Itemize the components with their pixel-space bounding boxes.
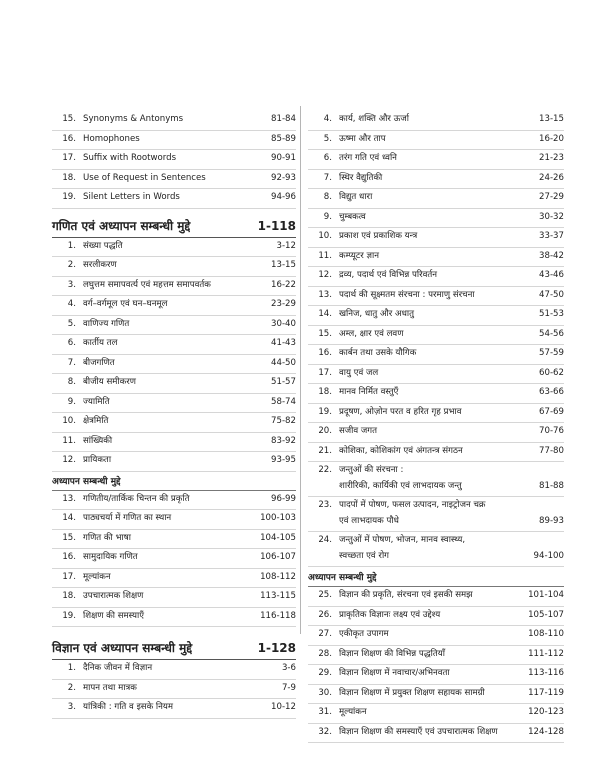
toc-entry-number: 18.	[62, 172, 76, 183]
toc-entry	[308, 306, 564, 326]
toc-entry-pages: 63-66	[539, 387, 564, 397]
toc-entry-label	[52, 171, 267, 187]
toc-entry-pages: 51-57	[271, 377, 296, 387]
toc-entry-label	[52, 317, 267, 333]
toc-entry-label	[52, 375, 267, 391]
toc-entry-number: 8.	[67, 377, 76, 387]
toc-entry-number: 19.	[62, 610, 76, 621]
toc-entry	[52, 150, 296, 170]
toc-entry-label	[52, 531, 256, 547]
math-entries-list	[52, 238, 296, 472]
toc-entry-number: 10.	[62, 416, 76, 426]
toc-entry-pages: 90-91	[271, 153, 296, 163]
toc-entry-title: कोशिका, कोशिकांग एवं अंगतन्त्र संगठन	[339, 445, 463, 456]
toc-entry-label	[308, 132, 535, 148]
toc-entry-number: 11.	[62, 435, 76, 446]
toc-entry-title: बीजीय समीकरण	[83, 377, 136, 387]
toc-entry-title: प्राकृतिक विज्ञानः लक्ष्य एवं उद्देश्य	[339, 609, 441, 620]
toc-entry-pages: 24-26	[539, 172, 564, 183]
toc-entry	[308, 665, 564, 685]
toc-entry	[308, 326, 564, 346]
math-section-pages: 1-118	[257, 218, 296, 233]
toc-entry	[52, 189, 296, 209]
toc-entry-title: विज्ञान शिक्षण में नवाचार/अभिनवता	[339, 668, 450, 678]
toc-entry-pages: 27-29	[539, 192, 564, 202]
toc-entry	[52, 355, 296, 375]
toc-entry	[308, 267, 564, 287]
toc-entry-label	[52, 278, 267, 294]
toc-entry-label	[52, 414, 267, 430]
toc-entry-label	[52, 190, 267, 206]
toc-entry-pages: 30-32	[539, 211, 564, 222]
toc-entry-number: 18.	[318, 387, 332, 397]
toc-entry-pages: 33-37	[539, 231, 564, 241]
toc-entry-number: 24.	[318, 535, 332, 545]
toc-entry-title: जन्तुओं में पोषण, भोजन, मानव स्वास्थ्य, स्वच्छता एवं रोग	[339, 535, 466, 561]
toc-entry-label	[308, 498, 535, 529]
toc-entry-title: मूल्यांकन	[83, 571, 111, 582]
toc-entry-label	[308, 686, 524, 702]
toc-entry	[308, 704, 564, 724]
toc-entry	[52, 452, 296, 472]
toc-entry-title: सजीव जगत	[339, 426, 378, 436]
math-teaching-entries-list	[52, 491, 296, 628]
toc-entry	[52, 316, 296, 336]
toc-entry	[52, 510, 296, 530]
toc-entry-label	[52, 239, 272, 255]
toc-entry-label	[52, 434, 267, 450]
toc-entry-number: 17.	[62, 153, 76, 163]
toc-entry	[308, 384, 564, 404]
toc-entry-number: 5.	[67, 318, 76, 329]
toc-entry-title: विज्ञान की प्रकृति, संरचना एवं इसकी समझ	[339, 590, 473, 600]
science-entries-continued-list	[308, 111, 564, 567]
toc-entry-label	[308, 405, 535, 421]
toc-entry	[308, 170, 564, 190]
toc-entry-label	[52, 297, 267, 313]
toc-entry	[52, 394, 296, 414]
toc-entry-number: 16.	[62, 133, 76, 144]
toc-entry-pages: 47-50	[539, 289, 564, 300]
toc-entry	[52, 680, 296, 700]
toc-entry	[52, 257, 296, 277]
toc-entry-pages: 108-112	[260, 571, 296, 582]
toc-entry-label	[308, 725, 524, 741]
toc-entry-pages: 124-128	[528, 726, 564, 737]
toc-entry-title: प्रायिकता	[83, 455, 112, 465]
toc-entry-pages: 77-80	[539, 445, 564, 456]
toc-entry-pages: 111-112	[528, 648, 564, 659]
toc-entry-number: 13.	[62, 493, 76, 504]
toc-entry-label	[52, 550, 256, 566]
toc-entry	[308, 150, 564, 170]
toc-entry-pages: 13-15	[539, 114, 564, 124]
toc-entry-label	[308, 288, 535, 304]
toc-entry-pages: 113-115	[260, 591, 296, 601]
toc-entry-title: Silent Letters in Words	[83, 192, 180, 202]
toc-entry-title: संख्या पद्धति	[83, 240, 123, 251]
toc-entry	[308, 111, 564, 131]
toc-entry-number: 5.	[323, 133, 332, 144]
toc-entry-label	[52, 151, 267, 167]
toc-entry-pages: 16-20	[539, 133, 564, 144]
toc-entry-number: 16.	[62, 552, 76, 562]
toc-entry-title: मूल्यांकन	[339, 707, 367, 717]
toc-entry	[52, 569, 296, 589]
toc-entry-number: 7.	[323, 172, 332, 183]
toc-entry	[52, 277, 296, 297]
toc-entry-pages: 96-99	[271, 493, 296, 504]
toc-entry-number: 15.	[318, 328, 332, 339]
toc-entry-label	[52, 589, 256, 605]
toc-entry-title: बीजगणित	[83, 357, 115, 368]
toc-entry-title: Suffix with Rootwords	[83, 153, 177, 163]
toc-entry-number: 19.	[318, 406, 332, 417]
toc-entry-label	[52, 132, 267, 148]
toc-entry-pages: 93-95	[271, 455, 296, 465]
toc-entry-pages: 58-74	[271, 396, 296, 407]
science-entries-list	[52, 660, 296, 719]
toc-entry-number: 9.	[67, 396, 76, 407]
toc-entry-pages: 81-88	[539, 480, 564, 491]
toc-entry-title: विज्ञान शिक्षण में प्रयुक्त शिक्षण सहायक सामग्री	[339, 687, 485, 698]
toc-entry	[52, 111, 296, 131]
toc-entry	[52, 660, 296, 680]
toc-entry-label	[308, 151, 535, 167]
toc-entry-number: 17.	[62, 571, 76, 582]
toc-entry-title: विद्युत धारा	[339, 192, 373, 202]
toc-entry-title: अम्ल, क्षार एवं लवण	[339, 328, 404, 339]
toc-entry	[308, 607, 564, 627]
toc-entry-number: 4.	[67, 299, 76, 309]
toc-entry-title: शिक्षण की समस्याएँ	[83, 610, 144, 621]
toc-entry-pages: 60-62	[539, 367, 564, 378]
toc-entry-number: 27.	[318, 629, 332, 639]
toc-entry	[308, 626, 564, 646]
toc-entry-pages: 43-46	[539, 270, 564, 280]
toc-entry	[52, 549, 296, 569]
toc-entry-pages: 41-43	[271, 338, 296, 348]
toc-entry-title: वाणिज्य गणित	[83, 318, 130, 329]
toc-entry-title: क्षेत्रमिति	[83, 416, 109, 426]
toc-entry-title: प्रदूषण, ओज़ोन परत व हरित गृह प्रभाव	[339, 406, 462, 417]
toc-entry	[308, 497, 564, 532]
toc-entry-title: Homophones	[83, 133, 140, 144]
toc-entry-number: 2.	[67, 260, 76, 270]
toc-entry-title: पादपों में पोषण, फसल उत्पादन, नाइट्रोजन चक्र एवं लाभदायक पौधे	[339, 500, 486, 526]
toc-entry-pages: 101-104	[528, 590, 564, 600]
toc-entry-title: वायु एवं जल	[339, 367, 379, 378]
toc-entry	[52, 530, 296, 550]
toc-entry-pages: 94-96	[271, 192, 296, 202]
toc-entry-pages: 113-116	[528, 668, 564, 678]
toc-entry-number: 9.	[323, 211, 332, 222]
toc-entry-number: 18.	[62, 591, 76, 601]
toc-entry-title: सरलीकरण	[83, 260, 117, 270]
toc-entry	[52, 374, 296, 394]
toc-entry-number: 26.	[318, 609, 332, 620]
toc-entry-label	[308, 346, 535, 362]
toc-entry-pages: 10-12	[271, 702, 296, 712]
toc-entry-pages: 81-84	[271, 114, 296, 124]
toc-entry-title: कम्प्यूटर ज्ञान	[339, 250, 379, 261]
toc-entry	[52, 413, 296, 433]
toc-entry-label	[52, 356, 267, 372]
toc-entry-title: विज्ञान शिक्षण की विभिन्न पद्धतियाँ	[339, 648, 445, 659]
toc-entry	[308, 443, 564, 463]
toc-entry	[52, 433, 296, 453]
toc-entry-pages: 3-6	[281, 663, 296, 673]
toc-entry-label	[52, 681, 278, 697]
english-entries-list	[52, 111, 296, 209]
toc-entry-label	[52, 395, 267, 411]
column-divider	[300, 106, 301, 634]
toc-entry	[308, 228, 564, 248]
toc-entry-pages: 116-118	[260, 610, 296, 621]
toc-entry	[52, 491, 296, 511]
toc-entry-pages: 23-29	[271, 299, 296, 309]
science-section-title: विज्ञान एवं अध्यापन सम्बन्धी मुद्दे	[52, 641, 193, 655]
science-teaching-entries-list	[308, 587, 564, 743]
toc-left-column	[52, 111, 296, 719]
toc-entry-pages: 104-105	[260, 532, 296, 543]
toc-entry-pages: 7-9	[281, 682, 296, 693]
toc-entry	[52, 131, 296, 151]
toc-entry-number: 6.	[67, 338, 76, 348]
toc-entry-pages: 105-107	[528, 609, 564, 620]
toc-entry	[52, 699, 296, 719]
toc-entry	[308, 404, 564, 424]
toc-entry-label	[308, 588, 524, 604]
toc-entry-pages: 94-100	[533, 550, 564, 561]
toc-entry-title: ज्यामिति	[83, 396, 110, 407]
toc-entry-label	[52, 661, 278, 677]
toc-entry-title: द्रव्य, पदार्थ एवं विभिन्न परिवर्तन	[339, 270, 438, 280]
toc-entry-number: 19.	[62, 192, 76, 202]
toc-entry-label	[308, 249, 535, 265]
toc-entry-number: 7.	[67, 357, 76, 368]
toc-entry-pages: 100-103	[260, 513, 296, 523]
toc-entry-label	[52, 492, 267, 508]
toc-entry-label	[52, 570, 256, 586]
toc-entry-number: 1.	[67, 240, 76, 251]
toc-entry-pages: 13-15	[271, 260, 296, 270]
toc-entry-label	[308, 666, 524, 682]
toc-entry-label	[308, 385, 535, 401]
toc-entry-number: 14.	[318, 309, 332, 319]
toc-entry-label	[308, 327, 535, 343]
toc-entry-label	[52, 700, 267, 716]
toc-entry-pages: 3-12	[276, 240, 296, 251]
toc-entry	[52, 296, 296, 316]
toc-entry-title: कार्बन तथा उसके यौगिक	[339, 348, 417, 358]
toc-entry	[308, 685, 564, 705]
toc-entry-number: 28.	[318, 648, 332, 659]
toc-entry-number: 11.	[318, 250, 332, 261]
toc-entry-label	[308, 190, 535, 206]
toc-entry-label	[52, 258, 267, 274]
toc-entry-label	[308, 366, 535, 382]
toc-entry-number: 25.	[318, 590, 332, 600]
toc-entry-pages: 83-92	[271, 435, 296, 446]
toc-entry-pages: 70-76	[539, 426, 564, 436]
toc-entry-label	[52, 336, 267, 352]
toc-entry-label	[308, 647, 524, 663]
toc-entry	[308, 209, 564, 229]
toc-entry-title: ऊष्मा और ताप	[339, 133, 386, 144]
toc-entry	[308, 587, 564, 607]
toc-entry-pages: 44-50	[271, 357, 296, 368]
toc-entry-number: 31.	[318, 707, 332, 717]
toc-entry-number: 3.	[67, 279, 76, 290]
toc-entry-number: 12.	[318, 270, 332, 280]
toc-entry-number: 10.	[318, 231, 332, 241]
toc-entry	[308, 724, 564, 744]
toc-entry-title: लघुत्तम समापवर्त्य एवं महत्तम समापवर्तक	[83, 279, 211, 290]
toc-entry-number: 29.	[318, 668, 332, 678]
toc-entry-title: गणित की भाषा	[83, 532, 131, 543]
toc-entry-label	[308, 229, 535, 245]
toc-entry-title: यांत्रिकी : गति व इसके नियम	[83, 702, 174, 712]
toc-entry-number: 1.	[67, 663, 76, 673]
toc-entry	[52, 608, 296, 628]
toc-entry-title: मापन तथा मात्रक	[83, 682, 137, 693]
toc-entry-label	[308, 463, 535, 494]
toc-entry-number: 17.	[318, 367, 332, 378]
math-section-heading	[52, 217, 296, 238]
toc-entry	[52, 588, 296, 608]
toc-entry-pages: 120-123	[528, 707, 564, 717]
toc-entry-pages: 30-40	[271, 318, 296, 329]
toc-entry-number: 23.	[318, 500, 332, 510]
toc-entry	[308, 248, 564, 268]
toc-entry-label	[308, 307, 535, 323]
toc-entry-number: 4.	[323, 114, 332, 124]
toc-entry-title: सामुदायिक गणित	[83, 552, 138, 562]
toc-entry-pages: 67-69	[539, 406, 564, 417]
toc-entry-title: वर्ग–वर्गमूल एवं घन–घनमूल	[83, 299, 168, 309]
toc-entry-label	[52, 112, 267, 128]
toc-entry-number: 14.	[62, 513, 76, 523]
toc-entry-number: 15.	[62, 114, 76, 124]
toc-entry-number: 15.	[62, 532, 76, 543]
toc-entry	[52, 335, 296, 355]
toc-entry-label	[308, 424, 535, 440]
toc-entry-number: 2.	[67, 682, 76, 693]
toc-entry-pages: 106-107	[260, 552, 296, 562]
toc-entry-title: Use of Request in Sentences	[83, 172, 206, 183]
toc-entry-title: दैनिक जीवन में विज्ञान	[83, 663, 153, 673]
toc-entry-title: Synonyms & Antonyms	[83, 114, 184, 124]
toc-entry-pages: 108-110	[528, 629, 564, 639]
toc-entry-title: खनिज, धातु और अधातु	[339, 309, 415, 319]
toc-entry-label	[308, 210, 535, 226]
toc-entry	[308, 646, 564, 666]
toc-entry-pages: 38-42	[539, 250, 564, 261]
math-teaching-subheading: अध्यापन सम्बन्धी मुद्दे	[52, 474, 296, 491]
toc-entry-pages: 117-119	[528, 687, 564, 698]
toc-entry-title: चुम्बकत्व	[339, 211, 366, 222]
toc-entry	[308, 423, 564, 443]
toc-right-column	[308, 111, 564, 743]
toc-entry-title: तरंग गति एवं ध्वनि	[339, 153, 397, 163]
toc-entry-label	[308, 444, 535, 460]
toc-entry	[52, 170, 296, 190]
toc-entry-pages: 21-23	[539, 153, 564, 163]
toc-entry-number: 12.	[62, 455, 76, 465]
toc-entry	[308, 345, 564, 365]
toc-entry-title: मानव निर्मित वस्तुएँ	[339, 387, 399, 397]
toc-entry-label	[308, 627, 524, 643]
toc-entry-title: उपचारात्मक शिक्षण	[83, 591, 144, 601]
toc-entry	[308, 462, 564, 497]
toc-entry-pages: 16-22	[271, 279, 296, 290]
toc-entry-label	[308, 705, 524, 721]
math-section-title: गणित एवं अध्यापन सम्बन्धी मुद्दे	[52, 218, 191, 233]
toc-entry-pages: 51-53	[539, 309, 564, 319]
toc-entry	[308, 365, 564, 385]
toc-entry-title: प्रकाश एवं प्रकाशिक यन्त्र	[339, 231, 418, 241]
toc-entry-number: 32.	[318, 726, 332, 737]
toc-entry-title: सांख्यिकी	[83, 435, 113, 446]
toc-entry-label	[308, 533, 530, 564]
toc-entry-pages: 89-93	[539, 515, 564, 526]
toc-entry-title: एकीकृत उपागम	[339, 629, 389, 639]
toc-entry	[308, 287, 564, 307]
toc-entry-pages: 85-89	[271, 133, 296, 144]
science-teaching-subheading: अध्यापन सम्बन्धी मुद्दे	[308, 570, 564, 587]
toc-entry	[52, 238, 296, 258]
toc-entry-label	[52, 453, 267, 469]
toc-entry	[308, 131, 564, 151]
toc-entry-pages: 57-59	[539, 348, 564, 358]
toc-entry-label	[308, 268, 535, 284]
toc-entry-label	[308, 171, 535, 187]
science-section-heading	[52, 639, 296, 660]
toc-entry-pages: 75-82	[271, 416, 296, 426]
toc-entry-title: पाठ्यचर्या में गणित का स्थान	[83, 513, 172, 523]
science-section-pages: 1-128	[257, 641, 296, 655]
toc-entry-title: कार्य, शक्ति और ऊर्जा	[339, 114, 409, 124]
toc-entry-title: विज्ञान शिक्षण की समस्याएँ एवं उपचारात्मक शिक्षण	[339, 726, 498, 737]
toc-entry-number: 8.	[323, 192, 332, 202]
toc-entry-title: जन्तुओं की संरचना : शारीरिकी, कार्यिकी एवं लाभदायक जन्तु	[339, 465, 462, 491]
toc-entry-label	[308, 608, 524, 624]
toc-entry-number: 22.	[318, 465, 332, 475]
toc-entry	[308, 532, 564, 567]
toc-entry	[308, 189, 564, 209]
toc-entry-label	[52, 609, 256, 625]
toc-entry-number: 13.	[318, 289, 332, 300]
toc-entry-title: गणितीय/तार्किक चिन्तन की प्रकृति	[83, 493, 190, 504]
toc-entry-title: पदार्थ की सूक्ष्मतम संरचना : परमाणु संरचना	[339, 289, 475, 300]
toc-entry-number: 21.	[318, 445, 332, 456]
toc-entry-label	[308, 112, 535, 128]
toc-entry-number: 6.	[323, 153, 332, 163]
toc-entry-title: कार्तीय तल	[83, 338, 118, 348]
toc-entry-pages: 54-56	[539, 328, 564, 339]
toc-entry-number: 20.	[318, 426, 332, 436]
toc-entry-pages: 92-93	[271, 172, 296, 183]
toc-entry-number: 30.	[318, 687, 332, 698]
toc-entry-number: 16.	[318, 348, 332, 358]
toc-entry-number: 3.	[67, 702, 76, 712]
toc-entry-title: स्थिर वैद्युतिकी	[339, 172, 383, 183]
toc-entry-label	[52, 511, 256, 527]
